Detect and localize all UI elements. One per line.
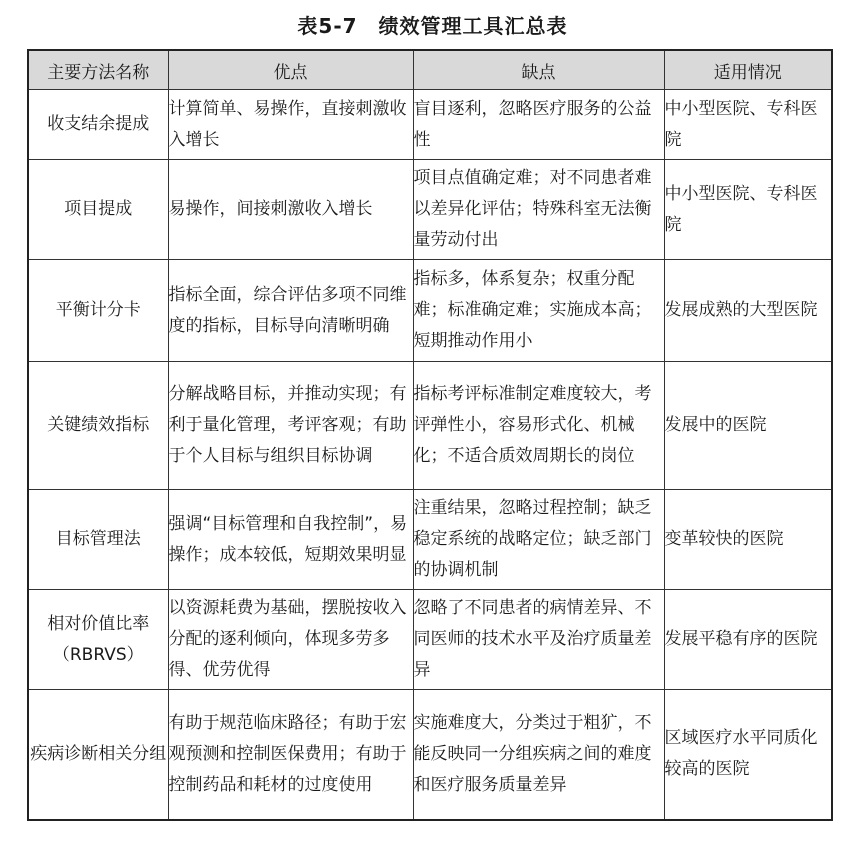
pros-cell: 分解战略目标，并推动实现；有利于量化管理，考评客观；有助于个人目标与组织目标协调 — [168, 362, 413, 490]
pros-cell: 计算简单、易操作，直接刺激收入增长 — [168, 90, 413, 160]
header-row — [28, 50, 832, 90]
applicable-cell: 区域医疗水平同质化较高的医院 — [664, 690, 832, 820]
applicable-cell: 发展平稳有序的医院 — [664, 590, 832, 690]
pros-cell: 有助于规范临床路径；有助于宏观预测和控制医保费用；有助于控制药品和耗材的过度使用 — [168, 690, 413, 820]
cons-cell: 实施难度大，分类过于粗犷，不能反映同一分组疾病之间的难度和医疗服务质量差异 — [413, 690, 664, 820]
applicable-cell: 发展中的医院 — [664, 362, 832, 490]
applicable-cell: 发展成熟的大型医院 — [664, 260, 832, 362]
method-name-cell: 关键绩效指标 — [28, 362, 168, 490]
applicable-cell: 中小型医院、专科医院 — [664, 160, 832, 260]
table-row — [28, 490, 832, 590]
pros-cell: 指标全面，综合评估多项不同维度的指标，目标导向清晰明确 — [168, 260, 413, 362]
table-row — [28, 362, 832, 490]
method-name-cell: 项目提成 — [28, 160, 168, 260]
applicable-cell: 变革较快的医院 — [664, 490, 832, 590]
applicable-cell: 中小型医院、专科医院 — [664, 90, 832, 160]
header-method-name: 主要方法名称 — [28, 50, 168, 90]
table-row — [28, 160, 832, 260]
table-row — [28, 90, 832, 160]
method-name-cell: 目标管理法 — [28, 490, 168, 590]
pros-cell: 强调“目标管理和自我控制”，易操作；成本较低，短期效果明显 — [168, 490, 413, 590]
header-cons: 缺点 — [413, 50, 664, 90]
table-row — [28, 590, 832, 690]
table-title: 表5-7 绩效管理工具汇总表 — [297, 14, 568, 38]
cons-cell: 指标考评标准制定难度较大，考评弹性小，容易形式化、机械化；不适合质效周期长的岗位 — [413, 362, 664, 490]
cons-cell: 注重结果，忽略过程控制；缺乏稳定系统的战略定位；缺乏部门的协调机制 — [413, 490, 664, 590]
cons-cell: 指标多，体系复杂；权重分配难；标准确定难；实施成本高；短期推动作用小 — [413, 260, 664, 362]
cons-cell: 忽略了不同患者的病情差异、不同医师的技术水平及治疗质量差异 — [413, 590, 664, 690]
header-pros: 优点 — [168, 50, 413, 90]
cons-cell: 项目点值确定难；对不同患者难以差异化评估；特殊科室无法衡量劳动付出 — [413, 160, 664, 260]
method-name-cell: 相对价值比率（RBRVS） — [28, 590, 168, 690]
performance-tools-table — [27, 49, 833, 821]
header-applicable: 适用情况 — [664, 50, 832, 90]
method-name-cell: 疾病诊断相关分组 — [28, 690, 168, 820]
method-name-cell: 收支结余提成 — [28, 90, 168, 160]
cons-cell: 盲目逐利，忽略医疗服务的公益性 — [413, 90, 664, 160]
table-row — [28, 690, 832, 820]
table-row — [28, 260, 832, 362]
method-name-cell: 平衡计分卡 — [28, 260, 168, 362]
pros-cell: 易操作，间接刺激收入增长 — [168, 160, 413, 260]
pros-cell: 以资源耗费为基础，摆脱按收入分配的逐利倾向，体现多劳多得、优劳优得 — [168, 590, 413, 690]
